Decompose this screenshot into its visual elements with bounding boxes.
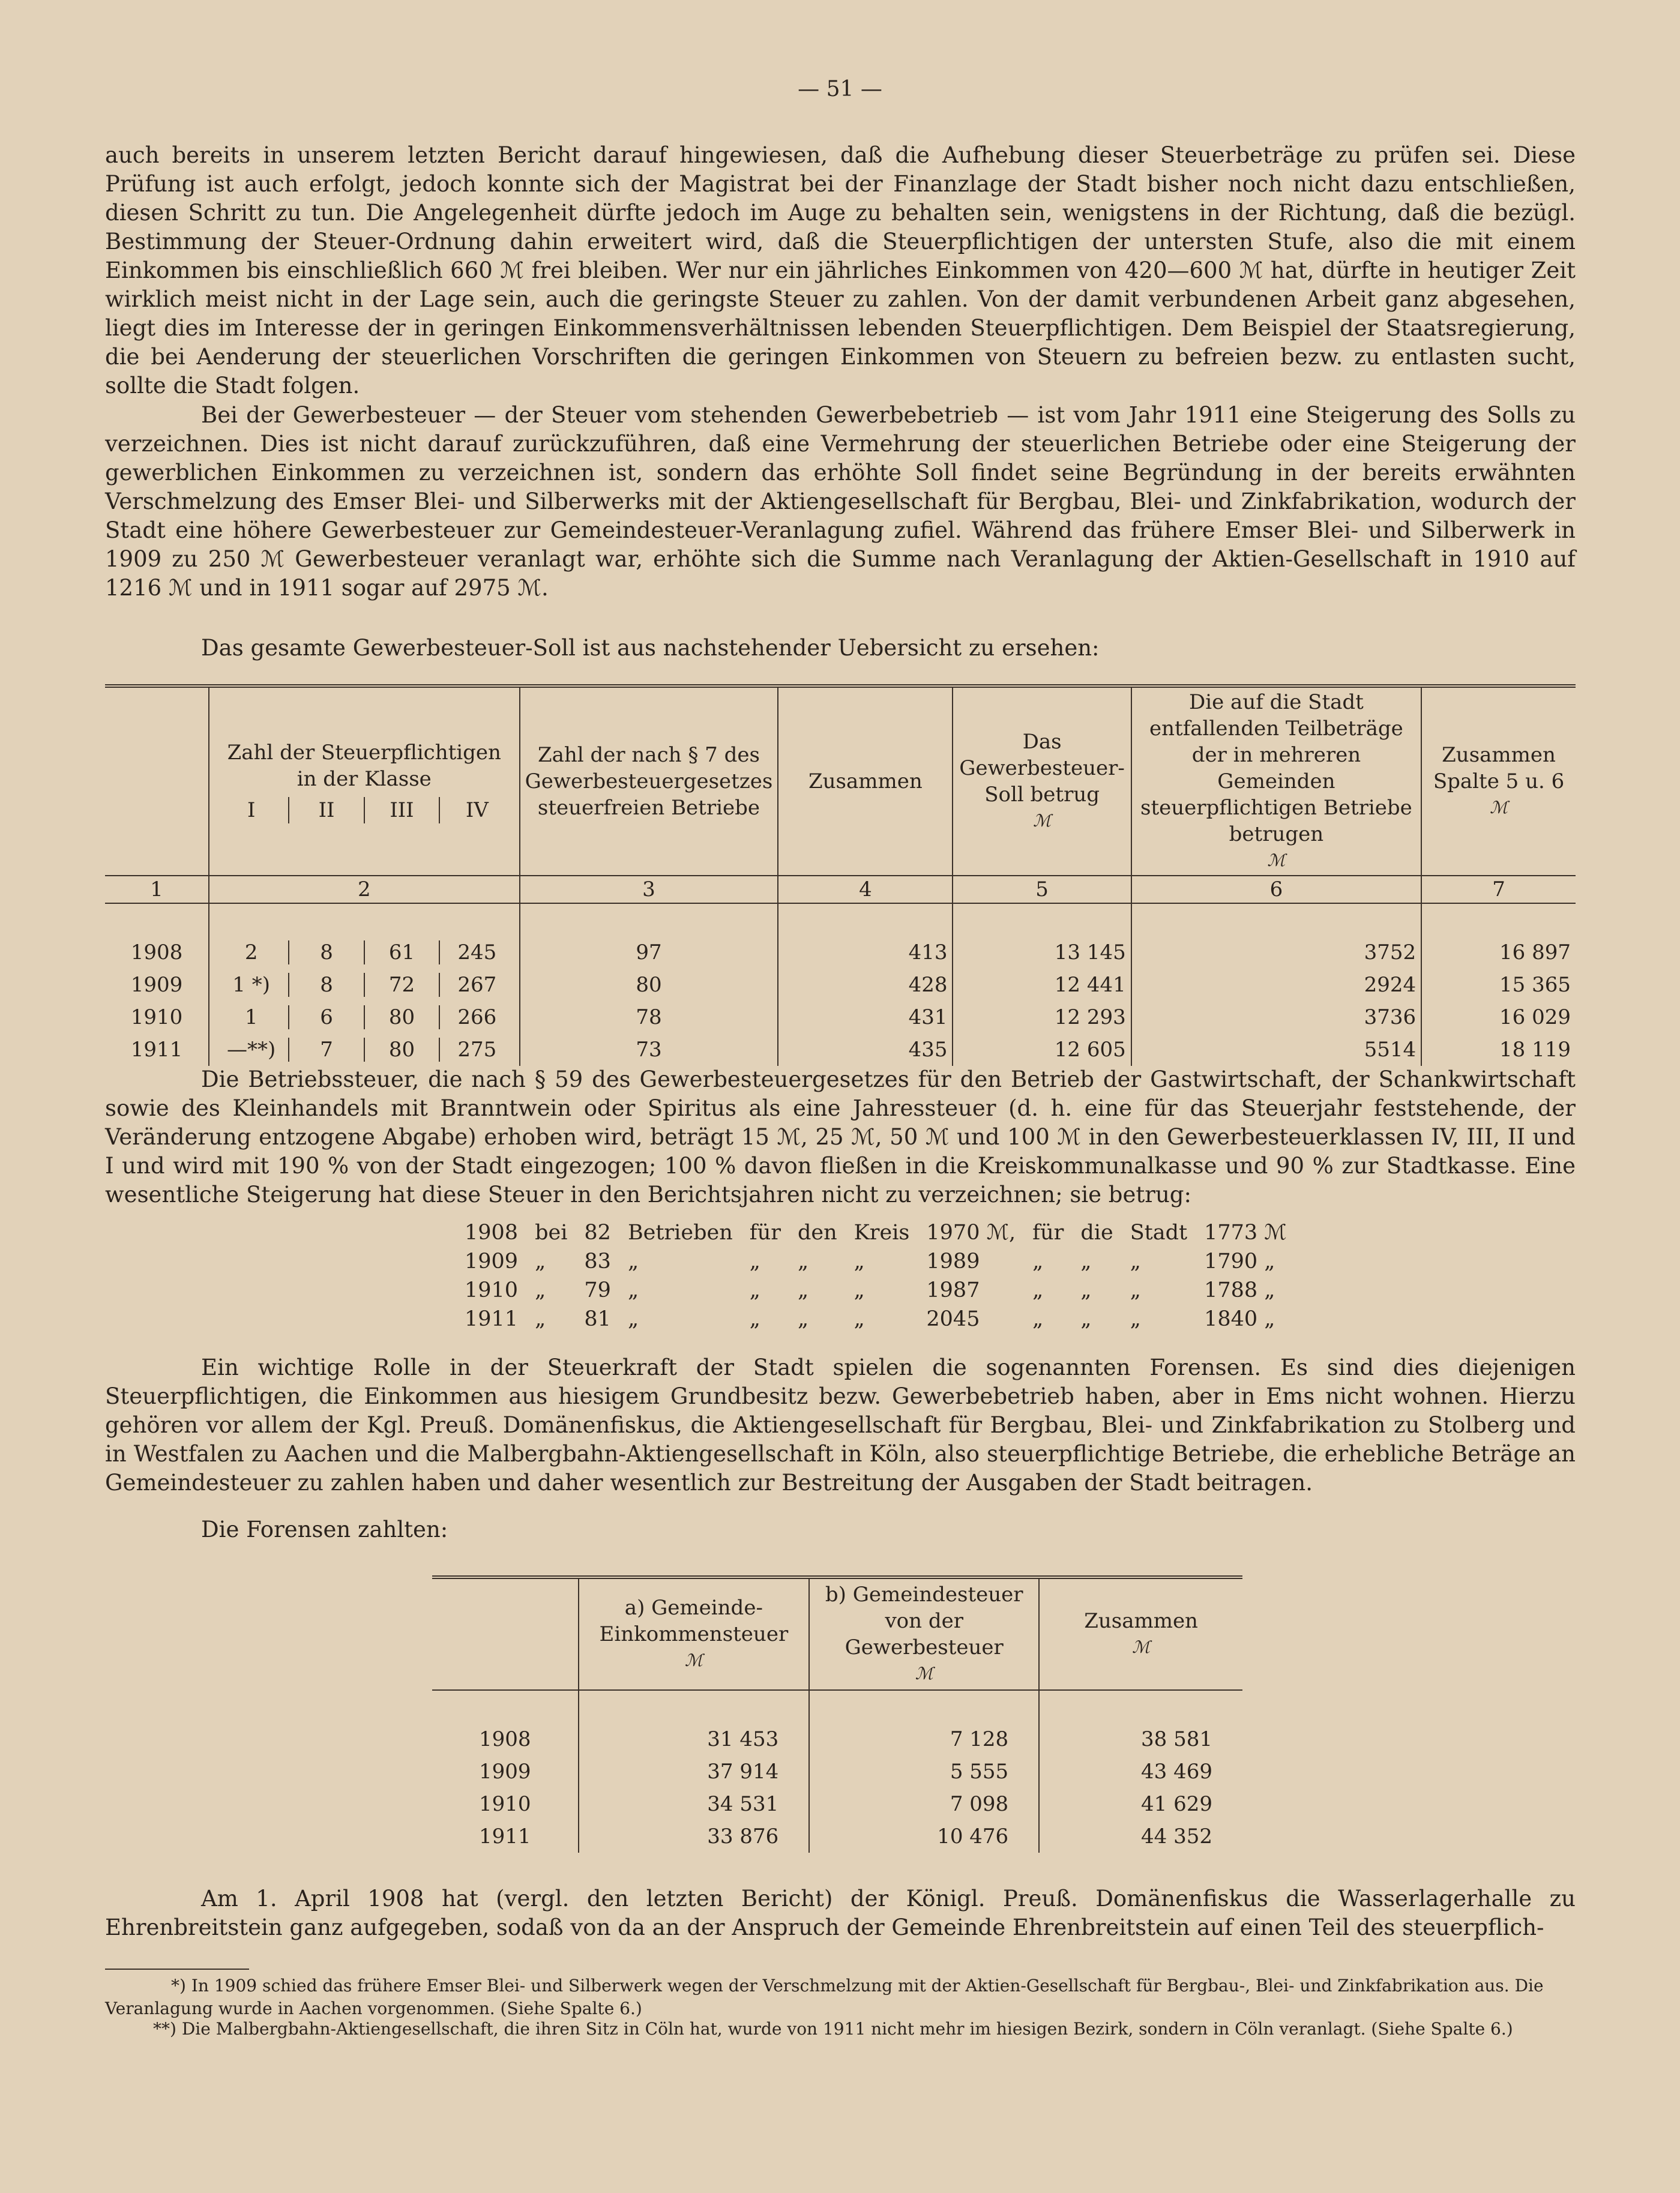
list-item: 1910 „ 79 „ „ „ „ 1987 „ „ „ 1788 „ — [465, 1278, 1275, 1302]
cell-frei: 80 — [520, 969, 778, 1001]
frei-header: Zahl der nach § 7 des Gewerbesteuergesetzes steuerfreien Betriebe — [520, 686, 778, 876]
soll-header — [953, 686, 1131, 876]
teil-header-label: Die auf die Stadt entfallenden Teilbeträge der in mehreren Gemeinden steuerpflichtigen Betriebe betrugen — [1140, 690, 1412, 846]
summe-header-label: Zusammen Spalte 5 u. 6 — [1433, 743, 1565, 793]
table-row — [105, 936, 1576, 969]
list-item: 1908 bei 82 Betrieben für den Kreis 1970 ℳ, für die Stadt 1773 ℳ — [465, 1221, 1287, 1245]
forensen-table — [432, 1575, 1242, 1853]
summe-header — [1421, 686, 1576, 876]
teil-unit: ℳ — [1267, 850, 1286, 870]
row-year: 1910 — [130, 1005, 183, 1029]
cell-class-ii: 6 — [288, 1005, 363, 1029]
cell-class-i: 2 — [244, 940, 258, 964]
paragraph-1: auch bereits in unserem letzten Bericht darauf hingewiesen, daß die Aufhebung dieser Steuerbeträge zu prüfen sei. Diese Prüfung ist auch erfolgt, jedoch konnte sich der Magistrat bei der Finanzlage der Stadt bisher noch nicht dazu entschließen, diesen Schritt zu tun. Die Angelegenheit dürfte jedoch im Auge zu behalten sein, wenigstens in der Richtung, daß die bezügl. Bestimmung der Steuer-Ordnung dahin erweitert wird, daß die Steuerpflichtigen der untersten Stufe, also die mit einem Einkommen bis einschließlich 660 ℳ frei bleiben. Wer nur ein jährliches Einkommen von 420—600 ℳ hat, dürfte in heutiger Zeit wirklich meist nicht in der Lage sein, auch die geringste Steuer zu zahlen. Von der damit verbundenen Arbeit ganz abgesehen, liegt dies im Interesse der in geringen Einkommensverhältnissen lebenden Steuerpflichtigen. Dem Beispiel der Staatsregierung, die bei Aenderung der steuerlichen Vorschriften die geringen Einkommen von Steuern zu befreien bezw. zu entlasten sucht, sollte die Stadt folgen. — [105, 142, 1576, 399]
footnote-divider — [105, 1969, 249, 1970]
cell-c: 41 629 — [1039, 1788, 1242, 1820]
row-classes — [209, 969, 520, 1001]
cell-teil: 3752 — [1131, 936, 1421, 969]
colnum-5: 5 — [953, 876, 1131, 903]
row-year: 1909 — [478, 1760, 531, 1784]
row-year: 1909 — [130, 973, 183, 997]
cell-summe: 16 897 — [1421, 936, 1576, 969]
cell-summe: 16 029 — [1421, 1001, 1576, 1033]
list-item: 1911 „ 81 „ „ „ „ 2045 „ „ „ 1840 „ — [465, 1307, 1275, 1331]
cell-b: 7 128 — [809, 1723, 1039, 1755]
teil-header — [1131, 686, 1421, 876]
row-year: 1908 — [130, 940, 183, 964]
paragraph-3: Das gesamte Gewerbesteuer-Soll ist aus nachstehender Uebersicht zu ersehen: — [201, 635, 1100, 661]
year-header — [432, 1577, 579, 1690]
cell-class-iv: 275 — [439, 1038, 514, 1062]
cell-class-ii: 8 — [288, 973, 363, 997]
row-classes — [209, 936, 520, 969]
colnum-3: 3 — [520, 876, 778, 903]
class-iii: III — [364, 797, 439, 823]
unit-b: ℳ — [915, 1664, 933, 1683]
colnum-4: 4 — [778, 876, 953, 903]
soll-header-label: Das Gewerbesteuer-Soll betrug — [959, 730, 1125, 807]
cell-b: 7 098 — [809, 1788, 1039, 1820]
zusammen-header — [1039, 1577, 1242, 1690]
paragraph-2: Bei der Gewerbesteuer — der Steuer vom stehenden Gewerbebetrieb — ist vom Jahr 1911 eine Steigerung des Solls zu verzeichnen. Dies ist nicht darauf zurückzuführen, daß eine Vermehrung der steuerlichen Betriebe oder eine Steigerung der gewerblichen Einkommen zu verzeichnen ist, sondern das erhöhte Soll findet seine Begründung in der bereits erwähnten Verschmelzung des Emser Blei- und Silberwerks mit der Aktiengesellschaft für Bergbau, Blei- und Zinkfabrikation, wodurch der Stadt eine höhere Gewerbesteuer zur Gemeindesteuer-Veranlagung zufiel. Während das frühere Emser Blei- und Silberwerk in 1909 zu 250 ℳ Gewerbesteuer veranlagt war, erhöhte sich die Summe nach Veranlagung der Aktien-Gesellschaft in 1910 auf 1216 ℳ und in 1911 sogar auf 2975 ℳ. — [105, 402, 1576, 601]
unit-a: ℳ — [684, 1650, 703, 1670]
betriebssteuer-list — [456, 1218, 1295, 1334]
colnum-1: 1 — [150, 877, 163, 901]
cell-c: 43 469 — [1039, 1755, 1242, 1788]
paragraph-7: Am 1. April 1908 hat (vergl. den letzten Bericht) der Königl. Preuß. Domänenfiskus die Wasserlagerhalle zu Ehrenbreitstein ganz aufgegeben, sodaß von da an der Anspruch der Gemeinde Ehrenbreitstein auf einen Teil des steuerpflich- — [105, 1886, 1576, 1940]
cell-a: 31 453 — [579, 1723, 810, 1755]
row-year: 1911 — [130, 1038, 183, 1062]
gewerbesteuer-header — [809, 1577, 1039, 1690]
table-row — [432, 1820, 1242, 1853]
colnum-6: 6 — [1131, 876, 1421, 903]
cell-frei: 97 — [520, 936, 778, 969]
footnote-1: *) In 1909 schied das frühere Emser Blei- und Silberwerk wegen der Verschmelzung mit der Aktien-Gesellschaft für Bergbau-, Blei- und Zinkfabrikation aus. Die Veranlagung wurde in Aachen vorgenommen. (Siehe Spalte 6.) — [105, 1976, 1544, 2018]
table-row — [105, 969, 1576, 1001]
cell-c: 44 352 — [1039, 1820, 1242, 1853]
year-header — [105, 686, 209, 876]
einkommensteuer-header-label: a) Gemeinde-Einkommensteuer — [599, 1596, 789, 1646]
cell-class-iii: 72 — [364, 973, 439, 997]
cell-frei: 78 — [520, 1001, 778, 1033]
cell-class-iv: 266 — [439, 1005, 514, 1029]
class-ii: II — [288, 797, 363, 823]
cell-soll: 13 145 — [953, 936, 1131, 969]
row-classes — [209, 1001, 520, 1033]
list-item: 1909 „ 83 „ „ „ „ 1989 „ „ „ 1790 „ — [465, 1250, 1275, 1274]
table-row — [432, 1755, 1242, 1788]
class-subheaders — [214, 797, 514, 823]
cell-a: 37 914 — [579, 1755, 810, 1788]
soll-unit: ℳ — [1033, 811, 1052, 831]
table-row — [105, 1033, 1576, 1066]
table-row — [432, 1723, 1242, 1755]
column-number-row — [105, 876, 1576, 903]
cell-a: 33 876 — [579, 1820, 810, 1853]
zusammen-header: Zusammen — [778, 686, 953, 876]
cell-b: 10 476 — [809, 1820, 1039, 1853]
unit-c: ℳ — [1132, 1637, 1151, 1657]
einkommensteuer-header — [579, 1577, 810, 1690]
cell-class-iii: 61 — [364, 940, 439, 964]
cell-frei: 73 — [520, 1033, 778, 1066]
footnote-2: **) Die Malbergbahn-Aktiengesellschaft, die ihren Sitz in Cöln hat, wurde von 1911 nicht mehr im hiesigen Bezirk, sondern in Cöln veranlagt. (Siehe Spalte 6.) — [153, 2019, 1513, 2039]
class-i: I — [247, 798, 256, 822]
table-row — [432, 1788, 1242, 1820]
gewerbesteuer-table — [105, 684, 1576, 1066]
cell-teil: 5514 — [1131, 1033, 1421, 1066]
gewerbesteuer-header-label: b) Gemeindesteuer von der Gewerbesteuer — [825, 1583, 1023, 1659]
colnum-2: 2 — [209, 876, 520, 903]
cell-class-i: 1 — [244, 1005, 258, 1029]
klasse-header — [209, 686, 520, 876]
cell-class-iii: 80 — [364, 1038, 439, 1062]
page-number: — 51 — — [798, 77, 882, 101]
paragraph-6: Die Forensen zahlten: — [201, 1517, 448, 1542]
cell-class-ii: 8 — [288, 940, 363, 964]
cell-zusammen: 428 — [778, 969, 953, 1001]
cell-summe: 15 365 — [1421, 969, 1576, 1001]
cell-a: 34 531 — [579, 1788, 810, 1820]
cell-teil: 3736 — [1131, 1001, 1421, 1033]
table-row — [105, 1001, 1576, 1033]
paragraph-5: Ein wichtige Rolle in der Steuerkraft der Stadt spielen die sogenannten Forensen. Es sind dies diejenigen Steuerpflichtigen, die Einkommen aus hiesigem Grundbesitz bezw. Gewerbebetrieb haben, aber in Ems nicht wohnen. Hierzu gehören vor allem der Kgl. Preuß. Domänenfiskus, die Aktiengesellschaft für Bergbau, Blei- und Zinkfabrikation zu Stolberg und in Westfalen zu Aachen und die Malbergbahn-Aktiengesellschaft in Köln, also steuerpflichtige Betriebe, die erhebliche Beträge an Gemeindesteuer zu zahlen haben und daher wesentlich zur Bestreitung der Ausgaben der Stadt beitragen. — [105, 1355, 1576, 1496]
klasse-header-label: Zahl der Steuerpflichtigen in der Klasse — [227, 741, 501, 791]
cell-teil: 2924 — [1131, 969, 1421, 1001]
cell-c: 38 581 — [1039, 1723, 1242, 1755]
cell-zusammen: 413 — [778, 936, 953, 969]
cell-class-iv: 245 — [439, 940, 514, 964]
cell-class-iv: 267 — [439, 973, 514, 997]
cell-zusammen: 435 — [778, 1033, 953, 1066]
row-year: 1908 — [478, 1727, 531, 1751]
row-year: 1910 — [478, 1792, 531, 1816]
cell-zusammen: 431 — [778, 1001, 953, 1033]
cell-soll: 12 441 — [953, 969, 1131, 1001]
zusammen-header-label: Zusammen — [1084, 1609, 1198, 1633]
cell-class-i: 1 *) — [232, 973, 271, 997]
class-iv: IV — [439, 797, 514, 823]
paragraph-4: Die Betriebssteuer, die nach § 59 des Gewerbesteuergesetzes für den Betrieb der Gastwirtschaft, der Schankwirtschaft sowie des Kleinhandels mit Branntwein oder Spiritus als eine Jahressteuer (d. h. eine für das Steuerjahr feststehende, der Veränderung entzogene Abgabe) erhoben wird, beträgt 15 ℳ, 25 ℳ, 50 ℳ und 100 ℳ in den Gewerbesteuerklassen IV, III, II und I und wird mit 190 % von der Stadt eingezogen; 100 % davon fließen in die Kreiskommunalkasse und 90 % zur Stadtkasse. Eine wesentliche Steigerung hat diese Steuer in den Berichtsjahren nicht zu verzeichnen; sie betrug: — [105, 1066, 1576, 1208]
row-year: 1911 — [478, 1824, 531, 1849]
colnum-7: 7 — [1421, 876, 1576, 903]
cell-class-iii: 80 — [364, 1005, 439, 1029]
cell-b: 5 555 — [809, 1755, 1039, 1788]
cell-class-ii: 7 — [288, 1038, 363, 1062]
summe-unit: ℳ — [1490, 798, 1508, 817]
cell-class-i: —**) — [227, 1038, 276, 1062]
cell-soll: 12 605 — [953, 1033, 1131, 1066]
row-classes — [209, 1033, 520, 1066]
cell-summe: 18 119 — [1421, 1033, 1576, 1066]
cell-soll: 12 293 — [953, 1001, 1131, 1033]
